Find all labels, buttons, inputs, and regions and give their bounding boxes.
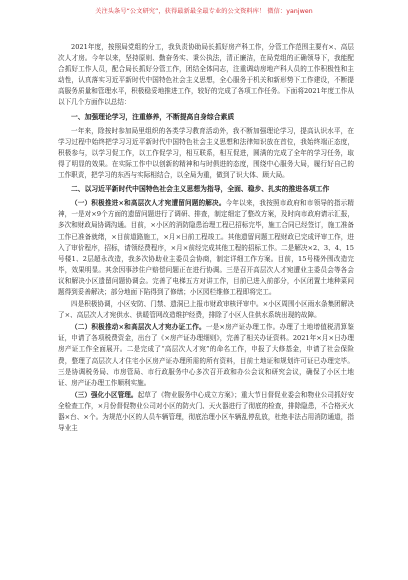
- document-body: [58, 42, 354, 435]
- item-1-heading: （一）积极推进×和高层次人才宛遭留问题的解决。: [71, 199, 226, 208]
- item-1-continued: 四是积极协调，小区安防、门禁、遗洞已上报市财政审核评审中。×小区周围小区雨水条集团解决了×、高层次人才宛供水、供暖管网改造维护经费，排除了小区人住供水系统出现的故障。: [58, 300, 354, 320]
- promo-banner: 关注头条号“公文研究”，获得最新最全最专业的公文资料库！ 微信：yanjwen: [95, 8, 313, 15]
- item-3-paragraph: [58, 390, 354, 434]
- item-2-text: 一是×房产证办理工作。办理了土地增值税清算鉴证，申请了各项税费资金，出台了《×房产证办理细则》，完善了相关办证资料。2021年×月×日办理房产证工作全面展开。二是完成了“高层次人才宛”的命名工作，申报了大修基金，申请了社会保险费，整理了高层次人才住宅小区房产证办理所需的所有资料，目前土地证和规划许可证已办理完毕。三是协调税务局、市房管局、市行政服务中心多次召开政和办公会议和研究会议，确保了小区土地证、房产证办理工作顺利实施。: [58, 323, 354, 387]
- item-1-text: 今年以来，我按照市政府和市领导的指示精神，一是对×9个方面的遗留问题进行了调研、排查，制定细定了整改方案，及时向市政府请示汇报，多次和财政局协调沟通。目前，×小区的消防隐患治理工程已招标完毕，施工合同已经签订，施工准备工作已准备就绪，×目前道路施工，×月×日前工程竣工。其他遗留问题工程财政已完成评审工作，进入了审价程序，招标，请领经费程序，×月×前经完成其他工程的招标工作。二是解决×2、3、4、15号楼1、2层超永改造，我多次协助业主委员会协商，制定详细工作方案。目前，15号楼外围改造完毕，效果明显。其余因事涉住户赔偿问题正在进行协调。三是召开高层次人才宛遭业主委员会等各会议和解决小区遗留问题协调会。完善了电梯五方对讲工作，目前已进入前部分，小区闭置土地种菜问题得到妥善解决；部分地面下陷得到了修缮；小区园栏维修工程即将完工。: [58, 199, 355, 296]
- section-heading-2: 二、以习近平新时代中国特色社会主义思想为指导，全面、稳步、扎实的推进各项工作: [71, 185, 330, 194]
- item-1-paragraph: [58, 198, 354, 298]
- item-2-heading: （二）积极推动×和高层次人才宛办证工作。: [71, 323, 206, 332]
- section-heading-1: 一、加强理论学习，注重修养，不断提高自身综合素质: [71, 112, 235, 121]
- study-paragraph: 一年来，除按时参加局里组织的各类学习教育活动外，我不断加强理论学习，提高认识水平，在学习过程中始终把学习习近平新时代中国特色社会主义思想和法律知识放在首位，我始终端正态度，积极参与，以学习促工作，以工作促学习，相互联系，相互促进，圆满的完成了全年的学习任务，取得了明显的效果。在实际工作中以创新的精神和与时俱进的态度，围绕中心服务大局，履行好自己的工作职责，把学习的东西与实际相结合，以全局为重，做到了识大体、顾大局。: [58, 126, 354, 180]
- item-2-paragraph: [58, 322, 354, 389]
- item-3-text: 起草了《物业服务中心成立方案》；重大节日督促业委会和物业公司抓好安全检查工作，×月份督促物业公司对小区的防火门、天火器进行了彻底的检查，排除隐患，不合格灭火器×台、×个。为规范小区的人员车辆管理，彻底治理小区车辆乱停乱放，杜绝非法占用消防通道，指导业主: [58, 390, 355, 433]
- item-3-heading: （三）强化小区管理。: [71, 390, 138, 399]
- intro-paragraph: 2021年度，按照局党组的分工，我负责协助局长抓好房产科工作，分管工作范围主要有×、高层次人才房。今年以来，坚持原则、勤奋务实、秉公执法，清正廉洁，在局党组的正确领导下，我能配合抓好工作人员，配合局长抓好分管工作，团结全体同志，注重调动房地产科人员的工作积极性和主动性，认真落实习近平新时代中国特色社会主义思想，全心服务于机关和新形势下工作建设，不断提高服务质量和管理水平，积极稳妥地推进工作，较好的完成了各项工作任务。下面将2021年度工作从以下几个方面作以总结：: [58, 43, 354, 107]
